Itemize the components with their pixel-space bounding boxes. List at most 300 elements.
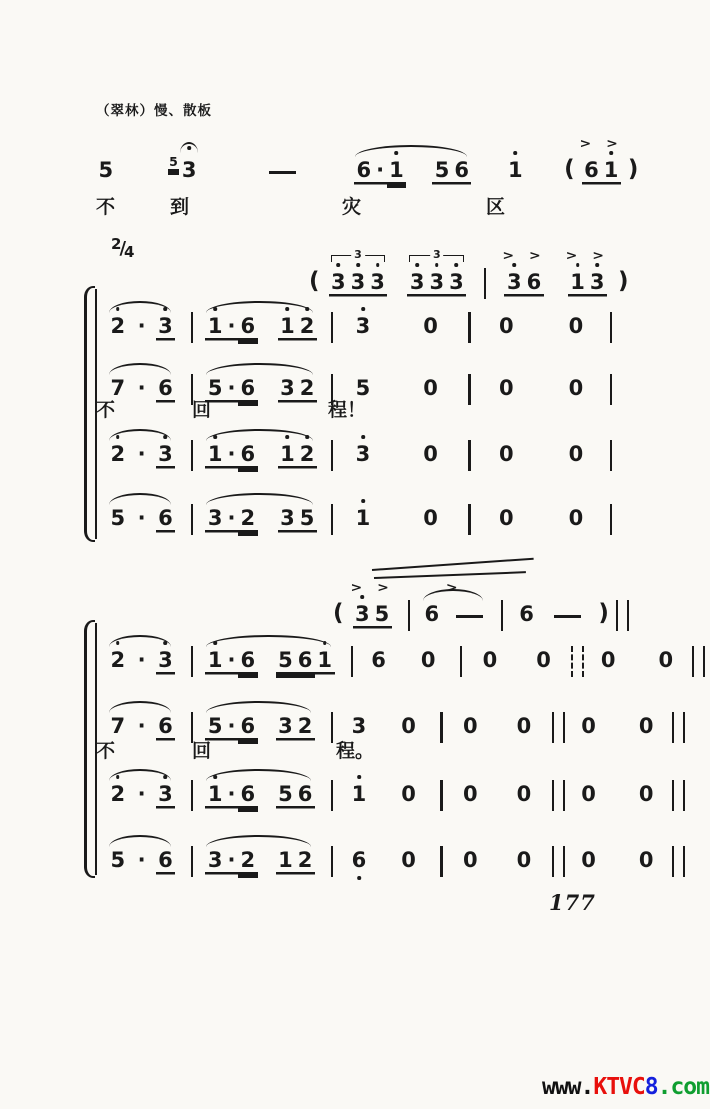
note-group — [168, 153, 199, 182]
octave-dot-above — [213, 307, 217, 311]
note: 3 — [156, 314, 176, 338]
barline — [191, 504, 193, 535]
barline — [468, 504, 470, 535]
octave-dot-above — [513, 151, 517, 155]
note-group — [569, 646, 586, 672]
watermark-segment: 8 — [644, 1074, 658, 1100]
dot-separator: · — [225, 442, 238, 466]
note-group — [205, 648, 334, 672]
note-group — [354, 158, 471, 182]
note-group — [670, 780, 687, 806]
note-group — [608, 440, 614, 466]
note-group — [579, 714, 599, 738]
note: 3 — [278, 376, 298, 400]
octave-dot-above — [323, 641, 327, 645]
barline — [460, 646, 462, 677]
barline — [331, 504, 333, 535]
note: 5 — [205, 376, 225, 400]
octave-dot-above — [213, 641, 217, 645]
note: 5 — [432, 158, 452, 182]
dash-extension — [269, 171, 296, 174]
barline — [672, 780, 685, 811]
note-group — [205, 714, 314, 738]
barline — [610, 374, 612, 405]
barline — [468, 312, 470, 343]
barline — [331, 312, 333, 343]
note-group — [625, 156, 642, 182]
note: 2 — [238, 848, 258, 872]
crescendo-line — [374, 571, 526, 579]
octave-dot-above — [213, 775, 217, 779]
rest-note: 0 — [516, 781, 532, 806]
note-group — [353, 314, 373, 338]
note: 6 — [156, 506, 176, 530]
barline — [331, 440, 333, 471]
octave-dot-above — [361, 307, 365, 311]
note-group — [329, 846, 335, 872]
note: 3 — [276, 714, 296, 738]
octave-dot-below — [357, 876, 361, 880]
note-group — [329, 312, 335, 338]
note-group — [466, 374, 472, 400]
barline — [610, 440, 612, 471]
note-group — [108, 506, 175, 530]
barline — [501, 600, 503, 631]
note-group — [579, 848, 599, 872]
note: 3 — [179, 158, 199, 182]
note-group — [466, 504, 472, 530]
note: 5 — [205, 714, 225, 738]
note: 6 — [238, 314, 258, 338]
slur-arc — [206, 363, 312, 375]
note-group — [608, 504, 614, 530]
note: 5 — [276, 782, 296, 806]
note: 5 — [169, 153, 178, 169]
note: 6 — [238, 442, 258, 466]
barline — [552, 846, 565, 877]
note-group — [438, 780, 444, 806]
note-group — [422, 580, 487, 626]
note-group — [349, 646, 355, 672]
note: 1 — [276, 848, 296, 872]
note-group — [421, 314, 441, 338]
rest-note: 0 — [423, 375, 438, 400]
note-group — [565, 248, 609, 294]
note-group — [534, 648, 554, 672]
voice-line-2a — [108, 630, 707, 672]
octave-dot-above — [116, 307, 120, 311]
parenthesis: ( — [564, 155, 575, 182]
barline — [191, 440, 193, 471]
note-group — [399, 782, 419, 806]
octave-dot-above — [286, 435, 290, 439]
rest-note: 0 — [401, 847, 416, 872]
rest-note: 0 — [638, 781, 654, 806]
triplet-bracket: 3 — [331, 255, 386, 262]
note: 3 — [329, 270, 349, 294]
note: 1 — [205, 782, 225, 806]
dot-separator: · — [374, 158, 387, 182]
octave-dot-above — [116, 775, 120, 779]
dot-separator: · — [137, 647, 146, 672]
note: 5 — [276, 648, 296, 672]
barline — [610, 504, 612, 535]
note-group — [656, 648, 676, 672]
note-group — [579, 782, 599, 806]
rest-note: 0 — [581, 781, 596, 806]
octave-dot-above — [305, 435, 309, 439]
note: 6 — [156, 714, 176, 738]
barline — [468, 440, 470, 471]
octave-dot-above — [116, 641, 120, 645]
rest-note: 0 — [423, 505, 438, 530]
dot-separator: · — [225, 648, 238, 672]
barline — [552, 712, 565, 743]
note-group — [353, 506, 373, 530]
note: 3 — [407, 270, 427, 294]
note: 1 — [278, 314, 298, 338]
dot-separator: · — [137, 441, 146, 466]
note-group — [499, 600, 505, 626]
note: 6 — [238, 782, 258, 806]
octave-dot-above — [213, 435, 217, 439]
slur-arc — [109, 363, 171, 375]
note: 3 — [353, 602, 373, 626]
rest-note: 0 — [463, 781, 478, 806]
octave-dot-above — [356, 263, 360, 267]
note: 3 — [587, 270, 607, 294]
note-group — [189, 504, 195, 530]
lyric: 不 — [96, 399, 116, 421]
note: 3 — [156, 782, 176, 806]
note-group — [514, 714, 534, 738]
note: 5 — [110, 847, 126, 872]
note-group — [205, 848, 314, 872]
melody-line — [96, 136, 641, 182]
note: 3 — [351, 713, 367, 738]
note-group — [108, 376, 175, 400]
voice-line-1d — [108, 488, 614, 530]
note: 2 — [297, 442, 317, 466]
note-group — [550, 846, 567, 872]
rest-note: 0 — [499, 441, 514, 466]
octave-dot-above — [361, 595, 365, 599]
slur-arc — [109, 493, 171, 505]
note-group — [497, 314, 517, 338]
note: 6 — [354, 158, 374, 182]
slur-arc — [355, 145, 467, 157]
barline — [191, 780, 193, 811]
note: 1 — [278, 442, 298, 466]
note-group — [497, 442, 517, 466]
note-group — [399, 714, 419, 738]
rest-note: 0 — [638, 847, 654, 872]
rest-note: 0 — [516, 713, 532, 738]
rest-note: 0 — [516, 847, 532, 872]
rest-note: 0 — [420, 647, 436, 672]
dot-separator: · — [225, 376, 238, 400]
octave-dot-above — [164, 775, 168, 779]
slur-arc — [206, 835, 310, 847]
voice-line-1b — [108, 358, 614, 400]
rest-note: 0 — [568, 505, 584, 530]
slur-arc — [206, 301, 312, 313]
voice-line-1a — [108, 296, 614, 338]
note-group — [205, 442, 316, 466]
note-group — [598, 648, 618, 672]
voice-line-2b — [108, 696, 687, 738]
barline — [571, 646, 584, 677]
note: 3 — [368, 270, 388, 294]
octave-dot-above — [576, 263, 580, 267]
note: 6 — [452, 158, 472, 182]
note-group — [421, 376, 441, 400]
note-group — [329, 247, 388, 294]
note-group — [461, 848, 481, 872]
note-group — [108, 714, 175, 738]
note: 1 — [205, 648, 225, 672]
note: 1 — [353, 506, 373, 530]
note-group — [329, 504, 335, 530]
slur-arc — [206, 635, 330, 647]
note: 2 — [297, 314, 317, 338]
note-group — [550, 615, 585, 626]
rest-note: 0 — [600, 647, 616, 672]
note: 6 — [524, 270, 544, 294]
barline — [191, 312, 193, 343]
rest-note: 0 — [499, 505, 514, 530]
note-group — [265, 171, 300, 182]
rest-note: 0 — [401, 713, 416, 738]
note-group — [205, 506, 316, 530]
rest-note: 0 — [423, 441, 438, 466]
note-group — [189, 712, 195, 738]
note: 6 — [519, 601, 534, 626]
rest-note: 0 — [482, 647, 498, 672]
triplet-bracket: 3 — [409, 255, 464, 262]
note-group — [502, 248, 546, 294]
note: 1 — [205, 442, 225, 466]
note: 6 — [295, 648, 315, 672]
barline — [408, 600, 410, 631]
note-group — [407, 247, 466, 294]
note-group — [329, 440, 335, 466]
rest-note: 0 — [423, 313, 438, 338]
note-group — [438, 846, 444, 872]
dash-extension — [554, 615, 581, 618]
voice-line-1c — [108, 424, 614, 466]
note-group — [406, 600, 412, 626]
time-signature-denominator: 4 — [124, 243, 135, 261]
ornament-line-2 — [330, 580, 631, 626]
dot-separator: · — [225, 714, 238, 738]
note: 5 — [372, 602, 392, 626]
parenthesis: ) — [598, 599, 609, 626]
time-signature-slash: / — [119, 238, 127, 259]
parenthesis: ( — [333, 599, 344, 626]
note-group — [189, 440, 195, 466]
note-group — [561, 156, 578, 182]
note-group — [189, 780, 195, 806]
accent-marks: > — [445, 580, 463, 596]
watermark — [542, 1074, 709, 1100]
note: 3 — [278, 506, 298, 530]
rest-note: 0 — [568, 313, 584, 338]
lyric: 到 — [170, 196, 190, 218]
slur-arc — [206, 769, 310, 781]
note-group — [353, 442, 373, 466]
dot-separator: · — [137, 313, 146, 338]
note-group — [595, 600, 612, 626]
note-group — [205, 782, 314, 806]
octave-dot-above — [415, 263, 419, 267]
lyric: 回 — [192, 399, 212, 421]
watermark-segment: www. — [541, 1074, 594, 1100]
note-group — [438, 712, 444, 738]
dot-separator: · — [137, 505, 146, 530]
note: 6 — [238, 648, 258, 672]
time-signature — [111, 235, 135, 261]
tempo-annotation: （翠林）慢、散板 — [96, 103, 212, 119]
barline — [440, 780, 442, 811]
note-group — [482, 268, 488, 294]
note: 1 — [387, 158, 407, 182]
note: 3 — [205, 506, 225, 530]
note: 1 — [349, 782, 369, 806]
note-group — [579, 136, 623, 182]
note-group — [566, 506, 586, 530]
note: 6 — [349, 848, 369, 872]
dot-separator: · — [137, 375, 146, 400]
note: 3 — [427, 270, 447, 294]
note-group — [108, 442, 175, 466]
octave-dot-above — [337, 263, 341, 267]
note: 1 — [315, 648, 335, 672]
dot-separator: · — [225, 848, 238, 872]
rest-note: 0 — [581, 847, 596, 872]
barline — [672, 846, 685, 877]
note: 2 — [295, 714, 315, 738]
note: 6 — [238, 376, 258, 400]
time-signature-numerator: 2 — [111, 235, 122, 253]
barline — [191, 646, 193, 677]
lyric: 不 — [96, 196, 116, 218]
barline — [440, 712, 442, 743]
note: 2 — [108, 782, 128, 806]
note-group — [189, 312, 195, 338]
rest-note: 0 — [463, 713, 478, 738]
note: 1 — [601, 158, 621, 182]
note: 3 — [353, 442, 373, 466]
parenthesis: ( — [309, 267, 320, 294]
note-group — [189, 646, 195, 672]
note-group — [614, 600, 631, 626]
note: 3 — [353, 314, 373, 338]
lyric: 程！ — [328, 399, 367, 421]
note-group — [96, 158, 116, 182]
note-group — [466, 312, 472, 338]
watermark-segment: .com — [657, 1074, 709, 1100]
note: 6 — [156, 848, 176, 872]
note-group — [421, 506, 441, 530]
note: 6 — [371, 647, 386, 672]
note-group — [108, 782, 175, 806]
lyric: 区 — [486, 196, 506, 218]
note-group — [550, 780, 567, 806]
note-group — [615, 268, 632, 294]
note-group — [517, 602, 537, 626]
parenthesis: ) — [627, 155, 639, 182]
parenthesis: ) — [617, 267, 629, 294]
slur-arc — [206, 701, 310, 713]
page-number: 177 — [549, 890, 596, 915]
note: 3 — [156, 442, 176, 466]
note-group — [329, 780, 335, 806]
note: 6 — [156, 376, 176, 400]
watermark-segment: KTVC — [593, 1074, 645, 1100]
note-group — [608, 374, 614, 400]
note-group — [458, 646, 464, 672]
note-group — [550, 712, 567, 738]
barline — [468, 374, 470, 405]
octave-dot-above — [286, 307, 290, 311]
barline — [331, 846, 333, 877]
dot-separator: · — [225, 782, 238, 806]
note-group — [205, 314, 316, 338]
note-group — [670, 846, 687, 872]
note-group — [636, 714, 656, 738]
voice-line-2d — [108, 830, 687, 872]
octave-dot-above — [455, 263, 459, 267]
note: 1 — [505, 158, 525, 182]
rest-note: 0 — [568, 375, 584, 400]
barline — [616, 600, 629, 631]
slur-arc — [109, 835, 171, 847]
rest-note: 0 — [499, 375, 514, 400]
note: 5 — [297, 506, 317, 530]
note: 3 — [447, 270, 467, 294]
note-group — [329, 712, 335, 738]
octave-dot-above — [164, 435, 168, 439]
lyric: 回 — [192, 740, 212, 762]
note: 7 — [110, 713, 126, 738]
rest-note: 0 — [499, 313, 514, 338]
note: 6 — [582, 158, 602, 182]
note-group — [108, 848, 175, 872]
lyric: 不 — [96, 740, 116, 762]
dot-separator: · — [137, 847, 146, 872]
barline — [351, 646, 353, 677]
rest-note: 0 — [658, 647, 674, 672]
octave-dot-above — [361, 499, 365, 503]
note: 6 — [238, 714, 258, 738]
voice-line-2c — [108, 764, 687, 806]
rest-note: 0 — [463, 847, 478, 872]
note-group — [636, 782, 656, 806]
note-group — [189, 846, 195, 872]
note-group — [306, 268, 323, 294]
note-group — [399, 848, 419, 872]
barline — [440, 846, 442, 877]
ornament-line-1 — [306, 247, 631, 294]
barline — [484, 268, 486, 299]
note: 3 — [504, 270, 524, 294]
note: 5 — [355, 375, 371, 400]
fermata-icon — [180, 142, 198, 153]
barline — [331, 780, 333, 811]
note-group — [418, 648, 438, 672]
note: 2 — [108, 648, 128, 672]
